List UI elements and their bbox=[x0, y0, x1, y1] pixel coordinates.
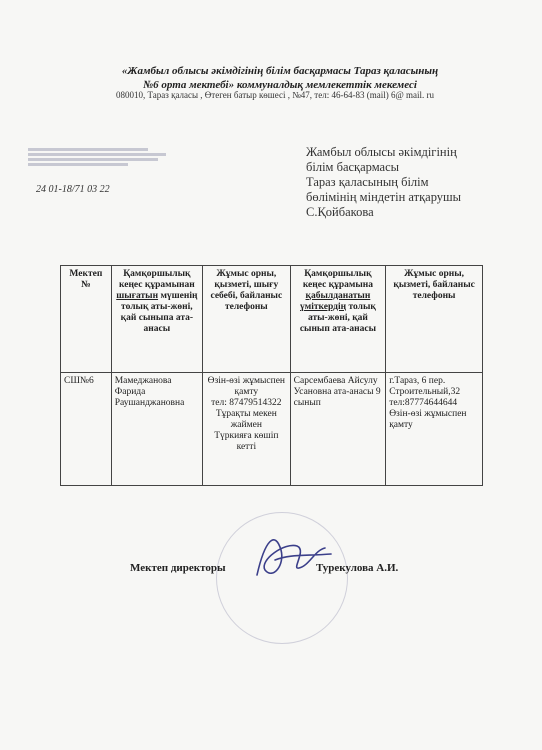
outgoing-info-3: Тұрақты мекен жаймен bbox=[215, 409, 277, 430]
registration-stamp bbox=[28, 146, 178, 204]
outgoing-info-4: Түркияға көшіп кетті bbox=[214, 431, 279, 452]
cell-incoming-info bbox=[386, 373, 483, 486]
addressee-block bbox=[306, 145, 506, 220]
school-contacts: 080010, Тараз қаласы , Өтеген батыр көшесі , №47, тел: 46-64-83 (mail) 6@ mail. ru bbox=[116, 90, 434, 100]
addressee-line1: Жамбыл облысы әкімдігінің bbox=[306, 145, 457, 159]
school-header bbox=[60, 64, 500, 92]
header-outgoing-part-a: Қамқоршылық кеңес құрамынан bbox=[119, 269, 195, 290]
cell-incoming-name: Сарсембаева Айсулу Усановна ата-анасы 9 сынып bbox=[290, 373, 386, 486]
table-header-row bbox=[61, 266, 483, 373]
addressee-line3: Тараз қаласының білім bbox=[306, 175, 429, 189]
council-change-table bbox=[60, 265, 483, 486]
director-title: Мектеп директоры bbox=[130, 562, 226, 574]
table-row bbox=[61, 373, 483, 486]
outgoing-info-1: Өзін-өзі жұмыспен қамту bbox=[207, 376, 285, 397]
addressee-line4: бөлімінің міндетін атқарушы bbox=[306, 190, 462, 204]
cell-outgoing-name: Мамеджанова Фарида Раушанджановна bbox=[111, 373, 202, 486]
director-name: Турекулова А.И. bbox=[316, 562, 399, 574]
addressee-line2: білім басқармасы bbox=[306, 160, 400, 174]
stamp-date: 24 01-18/71 03 22 bbox=[36, 184, 110, 195]
outgoing-info-2: тел: 87479514322 bbox=[211, 398, 282, 408]
stamp-text-lines bbox=[28, 148, 178, 166]
cell-school: СШ№6 bbox=[61, 373, 112, 486]
header-incoming-part-b: толық аты-жөні, қай сынып ата-анасы bbox=[299, 302, 377, 334]
handwritten-signature bbox=[235, 520, 345, 590]
incoming-info-3: Өзін-өзі жұмыспен қамту bbox=[389, 409, 467, 430]
header-incoming-part-a: Қамқоршылық кеңес құрамына bbox=[302, 269, 374, 290]
header-outgoing-underlined: шығатын bbox=[116, 291, 159, 301]
header-incoming-candidate bbox=[290, 266, 386, 373]
incoming-info-1: г.Тараз, 6 пер. Строительный,32 bbox=[389, 376, 461, 397]
header-outgoing-member bbox=[111, 266, 202, 373]
addressee-line5: С.Қойбакова bbox=[306, 205, 374, 219]
cell-outgoing-info bbox=[203, 373, 291, 486]
header-incoming-underlined: қабылданатын үміткердің bbox=[300, 291, 371, 312]
header-outgoing-part-b: мүшенің толық аты-жөні, қай сыныпа ата-анасы bbox=[120, 291, 198, 334]
incoming-info-2: тел:87774644644 bbox=[389, 398, 458, 408]
school-header-line1: «Жамбыл облысы әкімдігінің білім басқармасы Тараз қаласының bbox=[121, 65, 439, 77]
school-header-line2: №6 орта мектебі» коммуналдық мемлекеттік мекемесі bbox=[143, 79, 417, 91]
header-school-number: Мектеп № bbox=[61, 266, 112, 373]
header-incoming-work-info: Жұмыс орны, қызметі, байланыс телефоны bbox=[386, 266, 483, 373]
header-outgoing-work-info: Жұмыс орны, қызметі, шығу себебі, байланыс телефоны bbox=[203, 266, 291, 373]
